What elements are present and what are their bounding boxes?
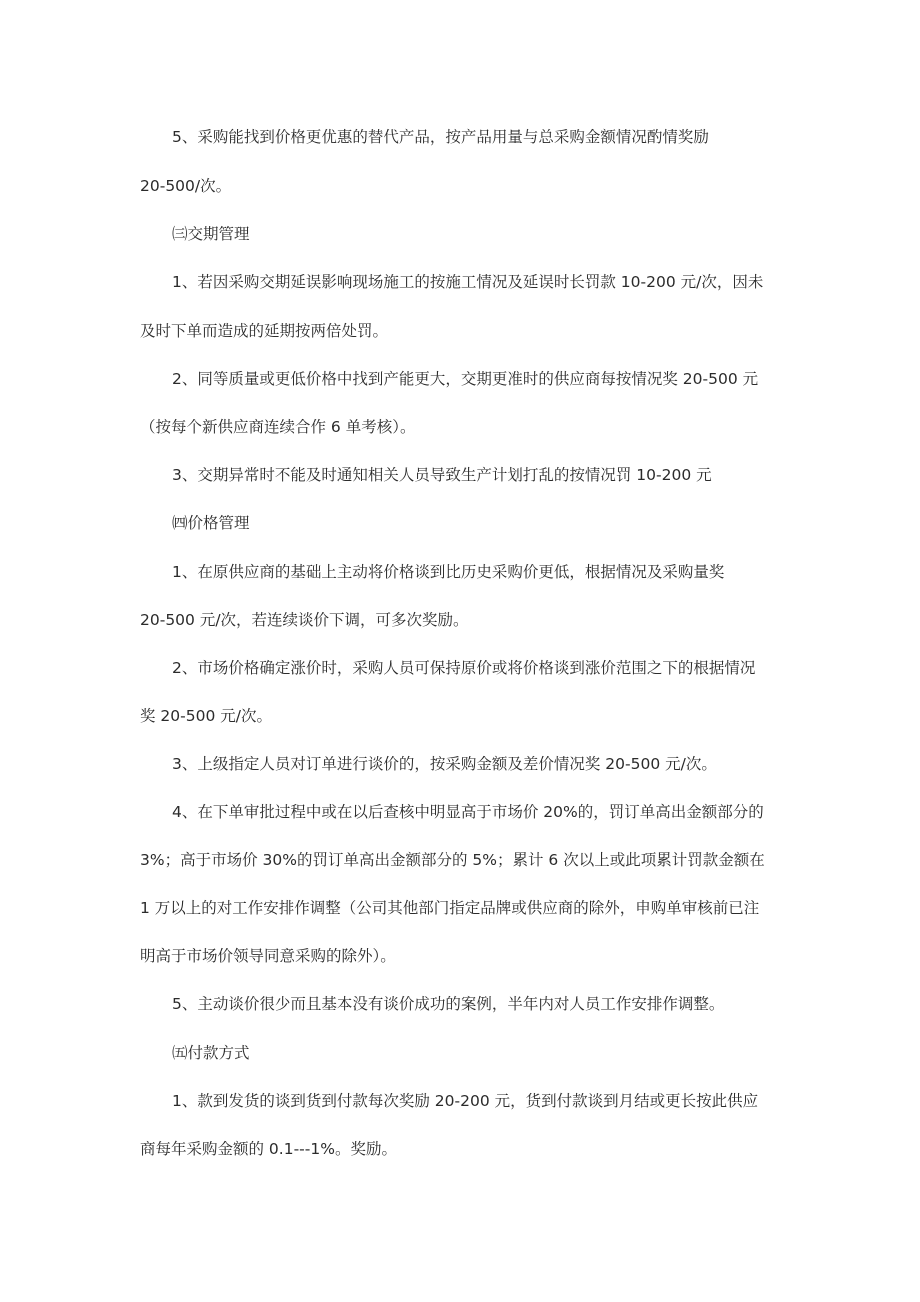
section-heading: ㈢交期管理 bbox=[172, 225, 250, 243]
paragraph-line: 明高于市场价领导同意采购的除外）。 bbox=[140, 947, 396, 965]
section-heading: ㈤付款方式 bbox=[172, 1044, 250, 1062]
paragraph-line: 2、市场价格确定涨价时，采购人员可保持原价或将价格谈到涨价范围之下的根据情况 bbox=[172, 659, 756, 677]
paragraph-line: （按每个新供应商连续合作 6 单考核）。 bbox=[140, 418, 416, 436]
paragraph-line: 3%；高于市场价 30%的罚订单高出金额部分的 5%；累计 6 次以上或此项累计罚款金额在 bbox=[140, 851, 765, 869]
paragraph-line: 及时下单而造成的延期按两倍处罚。 bbox=[140, 322, 389, 340]
paragraph-line: 4、在下单审批过程中或在以后查核中明显高于市场价 20%的，罚订单高出金额部分的 bbox=[172, 803, 764, 821]
paragraph-line: 商每年采购金额的 0.1---1%。奖励。 bbox=[140, 1140, 397, 1158]
paragraph-line: 1、款到发货的谈到货到付款每次奖励 20-200 元，货到付款谈到月结或更长按此供应 bbox=[172, 1092, 759, 1110]
paragraph-line: 1 万以上的对工作安排作调整（公司其他部门指定品牌或供应商的除外，申购单审核前已注 bbox=[140, 899, 760, 917]
paragraph-line: 5、采购能找到价格更优惠的替代产品，按产品用量与总采购金额情况酌情奖励 bbox=[172, 128, 709, 146]
paragraph-line: 1、若因采购交期延误影响现场施工的按施工情况及延误时长罚款 10-200 元/次，因未 bbox=[172, 273, 764, 291]
paragraph-line: 奖 20-500 元/次。 bbox=[140, 707, 272, 725]
paragraph-line: 5、主动谈价很少而且基本没有谈价成功的案例，半年内对人员工作安排作调整。 bbox=[172, 995, 725, 1013]
paragraph-line: 3、上级指定人员对订单进行谈价的，按采购金额及差价情况奖 20-500 元/次。 bbox=[172, 755, 717, 773]
paragraph-line: 3、交期异常时不能及时通知相关人员导致生产计划打乱的按情况罚 10-200 元 bbox=[172, 466, 712, 484]
paragraph-line: 2、同等质量或更低价格中找到产能更大，交期更准时的供应商每按情况奖 20-500 元 bbox=[172, 370, 759, 388]
paragraph-line: 20-500/次。 bbox=[140, 177, 232, 195]
paragraph-line: 20-500 元/次，若连续谈价下调，可多次奖励。 bbox=[140, 611, 469, 629]
paragraph-line: 1、在原供应商的基础上主动将价格谈到比历史采购价更低，根据情况及采购量奖 bbox=[172, 563, 725, 581]
section-heading: ㈣价格管理 bbox=[172, 514, 250, 532]
